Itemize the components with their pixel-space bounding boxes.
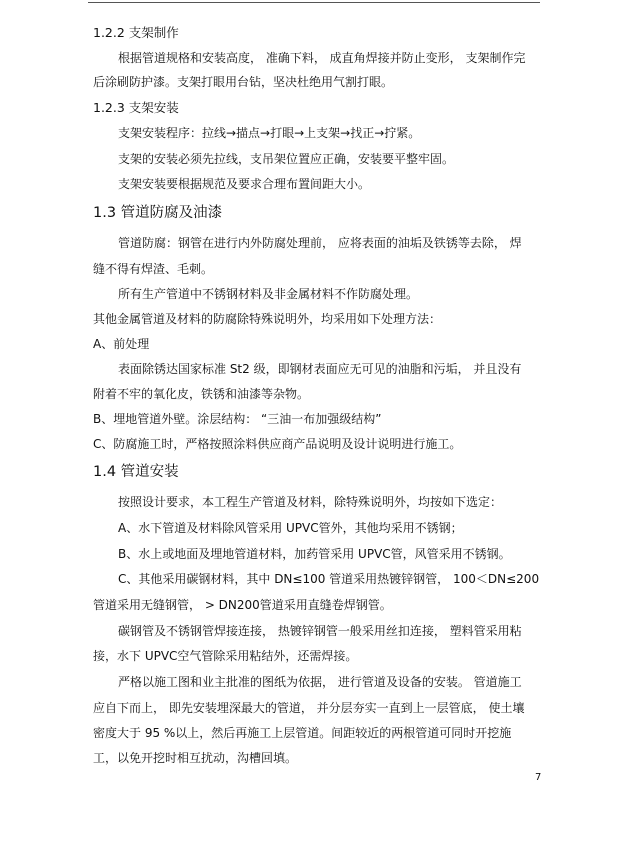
section-1-4-heading: 1.4 管道安装 xyxy=(93,464,179,480)
paragraph-line: 工，以免开挖时相互扰动，沟槽回填。 xyxy=(93,751,298,765)
paragraph-line: 支架安装程序：拉线→描点→打眼→上支架→找正→拧紧。 xyxy=(118,126,421,140)
paragraph-line: 缝不得有焊渣、毛刺。 xyxy=(93,262,214,276)
paragraph-line: 附着不牢的氧化皮，铁锈和油漆等杂物。 xyxy=(93,387,310,401)
list-item: C、其他采用碳钢材料，其中 DN≤100 管道采用热镀锌钢管， 100＜DN≤200 xyxy=(118,572,540,586)
paragraph-line: 支架安装要根据规范及要求合理布置间距大小。 xyxy=(118,177,371,191)
paragraph-line: 密度大于 95 %以上，然后再施工上层管道。间距较近的两根管道可同时开挖施 xyxy=(93,726,512,740)
paragraph-line: 按照设计要求，本工程生产管道及材料，除特殊说明外，均按如下选定： xyxy=(118,495,503,509)
paragraph-line: 应自下而上， 即先安装埋深最大的管道， 并分层夯实一直到上一层管底， 使土壤 xyxy=(93,701,525,715)
section-1-3-heading: 1.3 管道防腐及油漆 xyxy=(93,205,223,221)
paragraph-line: 接，水下 UPVC空气管除采用粘结外，还需焊接。 xyxy=(93,649,358,663)
list-item: A、水下管道及材料除风管采用 UPVC管外，其他均采用不锈钢； xyxy=(118,521,463,535)
paragraph-line: 后涂刷防护漆。支架打眼用台钻，坚决杜绝用气割打眼。 xyxy=(93,75,394,89)
paragraph-line: 严格以施工图和业主批准的图纸为依据， 进行管道及设备的安装。 管道施工 xyxy=(118,675,522,689)
paragraph-line: 表面除锈达国家标准 St2 级，即钢材表面应无可见的油脂和污垢， 并且没有 xyxy=(118,362,522,376)
list-item: B、水上或地面及埋地管道材料，加药管采用 UPVC管，风管采用不锈钢。 xyxy=(118,547,511,561)
list-item: B、埋地管道外壁。涂层结构： “三油一布加强级结构” xyxy=(93,412,382,426)
page-number: 7 xyxy=(535,772,542,783)
paragraph-line: 支架的安装必须先拉线，支吊架位置应正确，安装要平整牢固。 xyxy=(118,152,455,166)
paragraph-line: 管道采用无缝钢管， > DN200管道采用直缝卷焊钢管。 xyxy=(93,598,392,612)
section-1-2-3-heading: 1.2.3 支架安装 xyxy=(93,100,179,115)
paragraph-line: 其他金属管道及材料的防腐除特殊说明外，均采用如下处理方法： xyxy=(93,312,442,326)
paragraph-line: 根据管道规格和安装高度， 准确下料， 成直角焊接并防止变形， 支架制作完 xyxy=(118,51,526,65)
section-1-2-2-heading: 1.2.2 支架制作 xyxy=(93,25,179,40)
paragraph-line: 管道防腐：钢管在进行内外防腐处理前， 应将表面的油垢及铁锈等去除， 焊 xyxy=(118,236,522,250)
paragraph-line: 所有生产管道中不锈钢材料及非金属材料不作防腐处理。 xyxy=(118,287,419,301)
list-item-label: A、前处理 xyxy=(93,337,150,351)
list-item: C、防腐施工时，严格按照涂料供应商产品说明及设计说明进行施工。 xyxy=(93,437,462,451)
paragraph-line: 碳钢管及不锈钢管焊接连接， 热镀锌钢管一般采用丝扣连接， 塑料管采用粘 xyxy=(118,624,522,638)
header-rule xyxy=(88,2,540,3)
